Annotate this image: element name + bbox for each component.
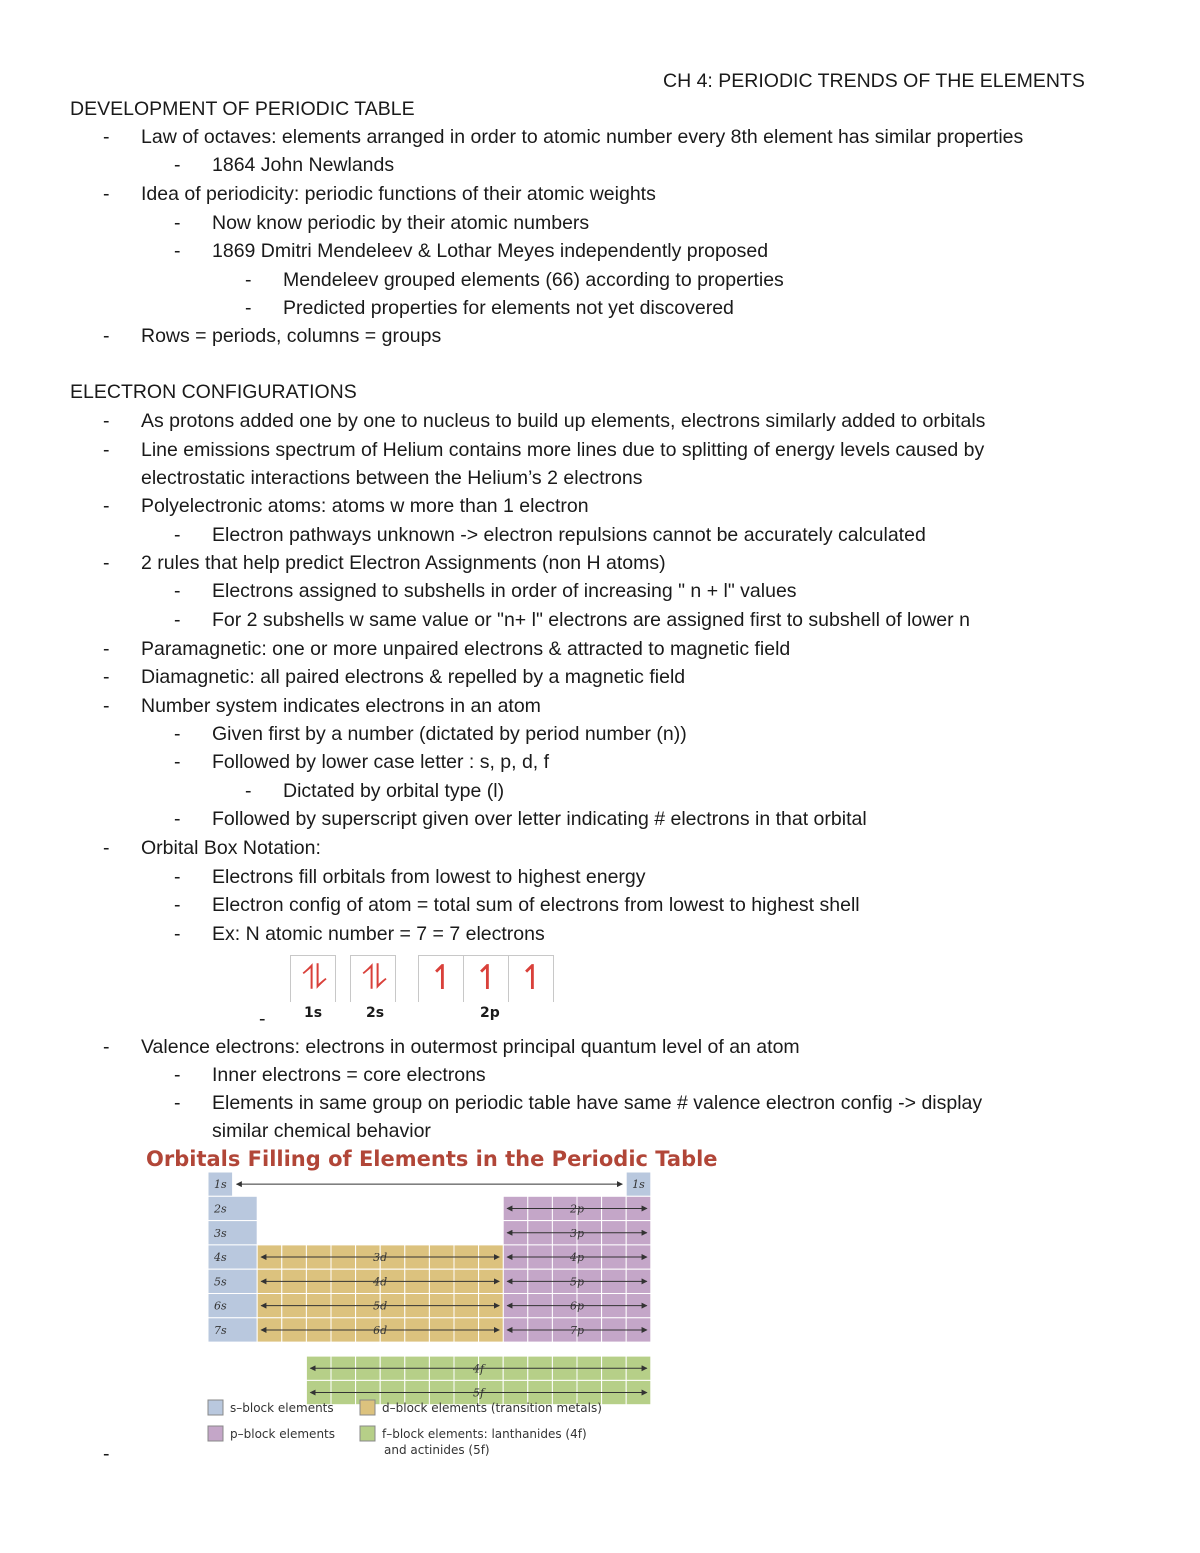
s-block-label: 5s [213, 1275, 227, 1289]
legend-swatch-d [360, 1400, 375, 1415]
orbital-filling-periodic-table [200, 1168, 660, 1458]
s-block-label: 7s [213, 1323, 227, 1337]
document-title: CH 4: PERIODIC TRENDS OF THE ELEMENTS [663, 70, 1085, 92]
single-electron-arrow-icon: ↿ [428, 958, 454, 998]
single-electron-arrow-icon: ↿ [518, 958, 544, 998]
d-block-label: 3d [373, 1251, 388, 1265]
d-block-label: 4d [373, 1275, 388, 1289]
orbital-label-1s: 1s [304, 1005, 323, 1021]
d-block-label: 5d [373, 1299, 388, 1313]
paired-electron-arrows-icon: ⥮ [362, 958, 384, 998]
orbital-label-2s: 2s [366, 1005, 385, 1021]
orbital-box-2p-3 [508, 955, 554, 1002]
orbital-box-2s [350, 955, 396, 1002]
orbital-box-2p-1 [418, 955, 464, 1002]
p-block-label: 4p [569, 1251, 585, 1265]
legend-swatch-s [208, 1400, 223, 1415]
legend-swatch-p [208, 1426, 223, 1441]
s-block-label: 1s [213, 1178, 227, 1192]
legend-f-label: f–block elements: lanthanides (4f) [382, 1427, 587, 1441]
periodic-table-grid [208, 1172, 651, 1405]
p-block-label: 3p [569, 1226, 585, 1240]
orbital-box-1s [290, 955, 336, 1002]
f-block-label: 4f [473, 1362, 485, 1376]
s-block-label: 1s [632, 1178, 645, 1192]
p-block-label: 6p [569, 1299, 585, 1313]
single-electron-arrow-icon: ↿ [473, 958, 499, 998]
s-block-label: 4s [213, 1251, 227, 1265]
p-block-label: 2p [569, 1202, 585, 1216]
p-block-label: 7p [569, 1323, 585, 1337]
section-heading-electron-configurations: ELECTRON CONFIGURATIONS [70, 381, 357, 403]
legend-s-label: s–block elements [230, 1401, 334, 1415]
s-block-label: 6s [213, 1299, 227, 1313]
f-block-label: 5f [473, 1386, 485, 1400]
d-block-label: 6d [373, 1323, 388, 1337]
legend-d-label: d–block elements (transition metals) [382, 1401, 602, 1415]
section-heading-periodic-table: DEVELOPMENT OF PERIODIC TABLE [70, 98, 415, 120]
orbital-box-2p-2 [463, 955, 509, 1002]
chart-title: Orbitals Filling of Elements in the Periodic Table [146, 1147, 718, 1171]
legend-p-label: p–block elements [230, 1427, 336, 1441]
orbital-label-2p: 2p [480, 1005, 500, 1021]
s-block-label: 2s [213, 1202, 227, 1216]
legend-f-label-cont: and actinides (5f) [384, 1443, 490, 1457]
paired-electron-arrows-icon: ⥮ [302, 958, 324, 998]
s-block-label: 3s [213, 1226, 227, 1240]
p-block-label: 5p [569, 1275, 585, 1289]
legend-swatch-f [360, 1426, 375, 1441]
